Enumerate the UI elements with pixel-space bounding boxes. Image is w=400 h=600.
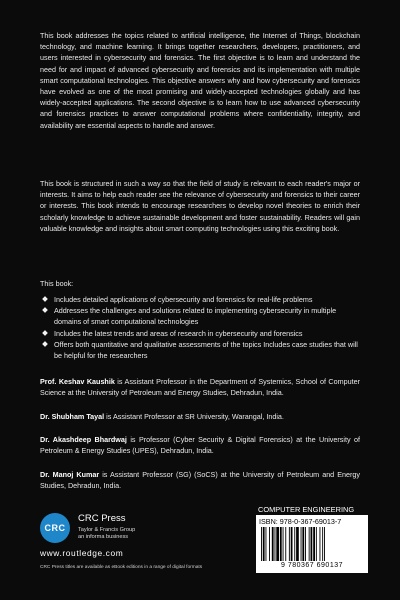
author-description: is Professor (Cyber Security & Digital Forensics) at the University of Petroleum & Energy Studies (UPES), Dehradun, India. xyxy=(40,435,360,456)
author-bio xyxy=(40,434,360,456)
isbn-label: ISBN: 978-0-367-69013-7 xyxy=(259,517,342,526)
barcode-bar xyxy=(296,527,299,561)
author-name: Dr. Shubham Tayal xyxy=(40,412,105,421)
author-description: is Assistant Professor in the Department of Systemics, School of Computer Science at the University of Petroleum and Energy Studies, Dehradun, India. xyxy=(40,377,360,398)
feature-list xyxy=(40,294,360,361)
barcode-bar xyxy=(283,527,284,561)
publisher-group-line: Taylor & Francis Group xyxy=(78,527,136,533)
barcode-digits: 9 780367 690137 xyxy=(281,562,343,569)
author-name: Prof. Keshav Kaushik xyxy=(40,377,115,386)
barcode-bar xyxy=(291,527,293,561)
publisher-logo-icon xyxy=(40,513,70,543)
barcode-bar xyxy=(266,527,267,561)
author-name: Dr. Manoj Kumar xyxy=(40,470,100,479)
barcode-bar xyxy=(272,527,274,561)
barcode-bar xyxy=(324,527,325,561)
author-bio xyxy=(40,376,360,398)
barcode-bar xyxy=(313,527,315,561)
publisher-group xyxy=(78,527,135,541)
intro-paragraph: This book addresses the topics related to artificial intelligence, the Internet of Things, blockchain technology, and machine learning. It brings together researchers, developers, practitioners, and users interested in cybersecurity and forensics. The first objective is to learn and understand the need for and impact of advanced cybersecurity and forensics and its implementation with multiple smart computational technologies. This objective answers why and how cybersecurity and forensics have evolved as one of the most promising and widely-accepted technologies globally and has widely-accepted applications. The second objective is to learn how to use advanced cybersecurity and forensics practices to answer computational problems where confidentiality, integrity, and availability are essential aspects to handle and answer. xyxy=(40,31,360,130)
publisher-name: CRC Press xyxy=(78,513,126,524)
author-bio xyxy=(40,469,360,491)
barcode-bar xyxy=(305,527,306,561)
barcode-bar xyxy=(285,527,286,561)
barcode-bar xyxy=(302,527,304,561)
barcode-box xyxy=(256,515,368,573)
barcode-bar xyxy=(261,527,262,561)
barcode-bar xyxy=(294,527,295,561)
barcode-bar xyxy=(269,527,270,561)
list-intro: This book: xyxy=(40,279,74,288)
author-description: is Assistant Professor (SG) (SoCS) at the University of Petroleum and Energy Studies, Dehradun, India. xyxy=(40,470,360,491)
barcode-bar xyxy=(309,527,310,561)
list-item: Includes detailed applications of cybersecurity and forensics for real-life problems xyxy=(40,294,360,305)
publisher-group-line: an informa business xyxy=(78,534,129,540)
subject-category: COMPUTER ENGINEERING xyxy=(258,505,355,514)
author-description: is Assistant Professor at SR University, Warangal, India. xyxy=(104,412,284,421)
barcode-bar xyxy=(275,527,276,561)
barcode-icon xyxy=(259,527,365,561)
barcode-bar xyxy=(311,527,313,561)
barcode-bar xyxy=(322,527,323,561)
barcode-bar xyxy=(276,527,279,561)
logo-text: CRC xyxy=(44,523,66,533)
author-name: Dr. Akashdeep Bhardwaj xyxy=(40,435,127,444)
structure-paragraph: This book is structured in such a way so that the field of study is relevant to each reader's major or interests. It aims to help each reader see the relevance of cybersecurity and forensics to their career or interests. This book intends to encourage researchers to develop novel theories to enrich their scholarly knowledge to achieve sustainable development and foster sustainability. Readers will gain valuable knowledge and insights about smart computing technologies using this exciting book. xyxy=(40,179,360,233)
publisher-website: www.routledge.com xyxy=(40,548,124,558)
barcode-bar xyxy=(289,527,290,561)
barcode-bar xyxy=(301,527,302,561)
barcode-bar xyxy=(320,527,321,561)
barcode-bar xyxy=(280,527,282,561)
barcode-bar xyxy=(263,527,265,561)
list-item: Addresses the challenges and solutions related to implementing cybersecurity in multiple domains of smart computational technologies xyxy=(40,305,360,327)
list-item: Includes the latest trends and areas of research in cybersecurity and forensics xyxy=(40,328,360,339)
list-item: Offers both quantitative and qualitative assessments of the topics Includes case studies that will be helpful for the researchers xyxy=(40,339,360,361)
ebook-note: CRC Press titles are available as eBook editions in a range of digital formats xyxy=(40,565,203,570)
author-bio xyxy=(40,411,360,422)
barcode-bar xyxy=(316,527,317,561)
